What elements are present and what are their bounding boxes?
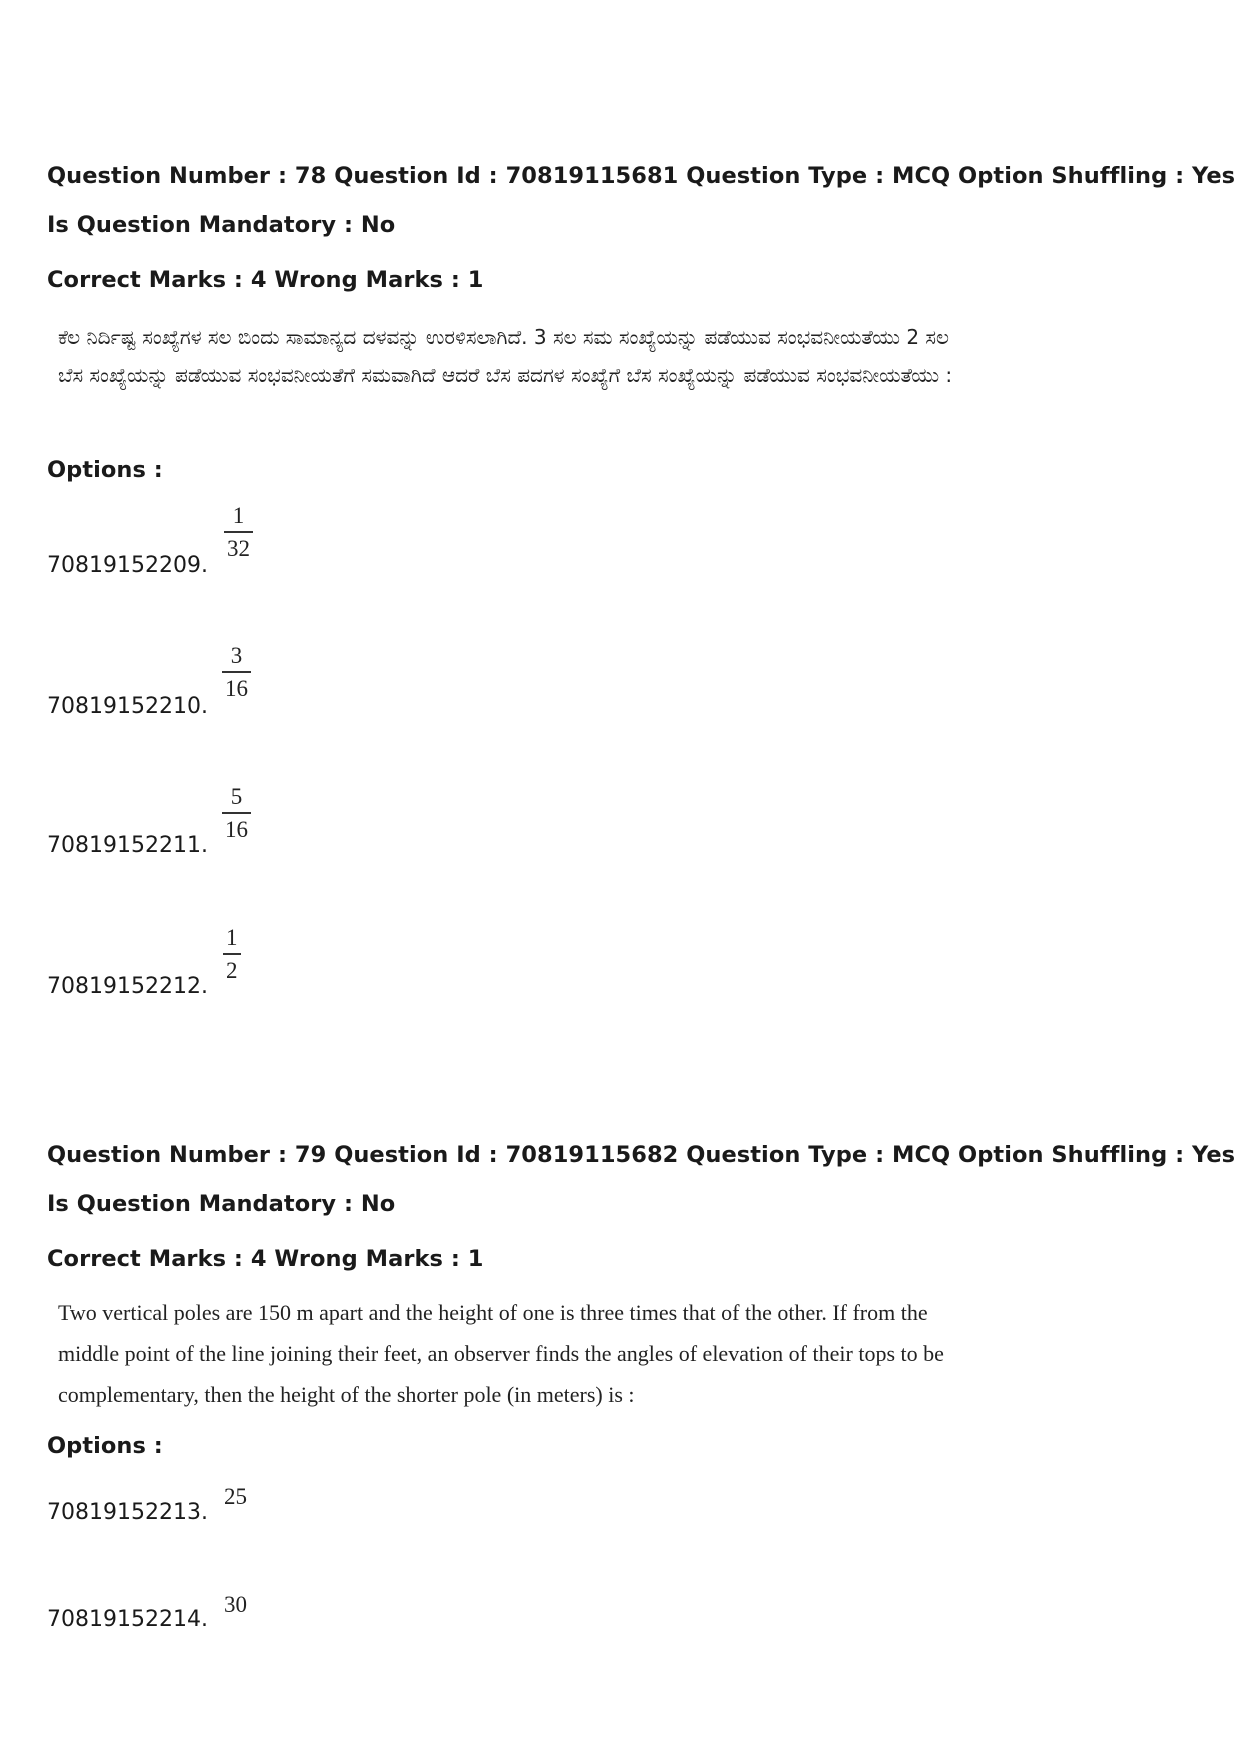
question-mandatory: Is Question Mandatory : No [47, 1191, 396, 1217]
question-mandatory: Is Question Mandatory : No [47, 212, 396, 238]
fraction-bar [224, 531, 253, 533]
option-fraction [224, 503, 253, 562]
option-id: 70819152210. [47, 694, 208, 719]
option-id: 70819152209. [47, 553, 208, 578]
question-stem: ಕೆಲ ನಿರ್ದಿಷ್ಟ ಸಂಖ್ಯೆಗಳ ಸಲ ಬಿಂದು ಸಾಮಾನ್ಯದ ದಳವನ್ನು ಉರಳಿಸಲಾಗಿದೆ. 3 ಸಲ ಸಮ ಸಂಖ್ಯೆಯನ್ನು ಪಡೆಯುವ ಸಂಭವನೀಯತೆಯು 2 ಸಲ ಬೆಸ ಸಂಖ್ಯೆಯನ್ನು ಪಡೆಯುವ ಸಂಭವನೀಯತೆಗೆ ಸಮವಾಗಿದೆ ಆದರೆ ಬೆಸ ಪದಗಳ ಸಂಖ್ಯೆಗೆ ಬೆಸ ಸಂಖ್ಯೆಯನ್ನು ಪಡೆಯುವ ಸಂಭವನೀಯತೆಯು : [58, 325, 953, 387]
question-marks: Correct Marks : 4 Wrong Marks : 1 [47, 267, 484, 293]
option-value: 30 [224, 1592, 247, 1617]
option-fraction [222, 784, 251, 843]
fraction-bar [222, 671, 251, 673]
option-fraction [222, 643, 251, 702]
question-header: Question Number : 78 Question Id : 70819115681 Question Type : MCQ Option Shuffling : Yes [47, 163, 1236, 189]
fraction-bar [222, 812, 251, 814]
option-id: 70819152211. [47, 833, 208, 858]
option-fraction [223, 925, 241, 984]
question-header: Question Number : 79 Question Id : 70819115682 Question Type : MCQ Option Shuffling : Yes [47, 1142, 1236, 1168]
option-id: 70819152213. [47, 1500, 208, 1525]
fraction-denominator: 32 [227, 535, 250, 561]
fraction-bar [223, 953, 241, 955]
options-label: Options : [47, 1433, 163, 1459]
fraction-denominator: 16 [225, 816, 248, 842]
fraction-numerator: 5 [230, 784, 243, 809]
options-label: Options : [47, 457, 163, 483]
fraction-denominator: 2 [226, 957, 238, 983]
option-id: 70819152214. [47, 1607, 208, 1632]
fraction-numerator: 1 [226, 925, 238, 950]
option-value: 25 [224, 1484, 247, 1509]
fraction-numerator: 1 [232, 503, 245, 528]
fraction-denominator: 16 [225, 675, 248, 701]
option-id: 70819152212. [47, 974, 208, 999]
question-marks: Correct Marks : 4 Wrong Marks : 1 [47, 1246, 484, 1272]
question-stem: Two vertical poles are 150 m apart and the height of one is three times that of the other. If from the middle point of the line joining their feet, an observer finds the angles of elevation of their tops to be complementary, then the height of the shorter pole (in meters) is : [58, 1300, 944, 1407]
fraction-numerator: 3 [230, 643, 243, 668]
